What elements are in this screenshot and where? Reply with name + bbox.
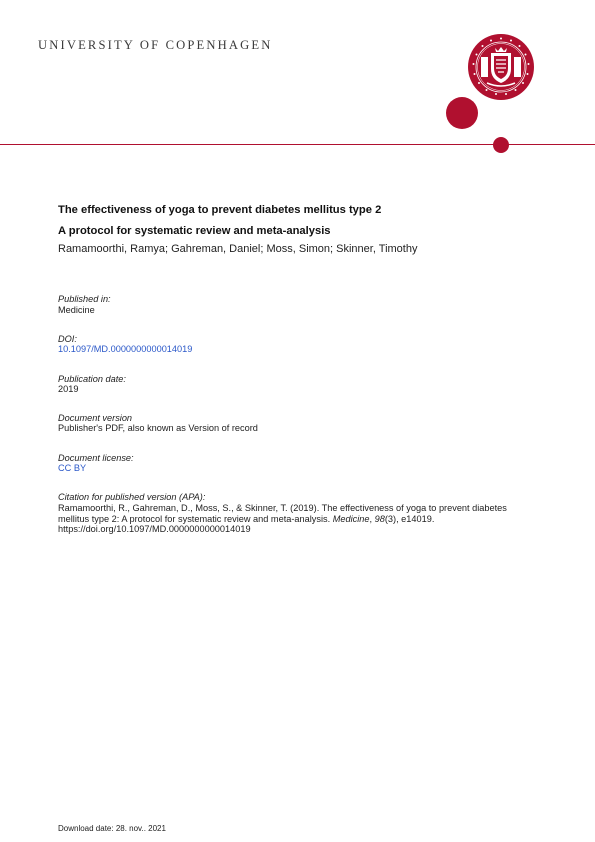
citation-title-part: mellitus type 2: A protocol for systematic review and meta-analysis. (58, 513, 333, 524)
citation-doi-url[interactable]: https://doi.org/10.1097/MD.0000000000014019 (58, 524, 251, 535)
university-seal-icon (467, 33, 535, 101)
paper-title: The effectiveness of yoga to prevent diabetes mellitus type 2 (58, 204, 382, 216)
citation-separator: , (369, 513, 375, 524)
document-version-value: Publisher's PDF, also known as Version of record (58, 423, 258, 433)
paper-subtitle: A protocol for systematic review and meta-analysis (58, 225, 331, 237)
citation-line-1: Ramamoorthi, R., Gahreman, D., Moss, S., & Skinner, T. (2019). The effectiveness of yoga to prevent diabetes (58, 503, 507, 513)
citation-journal: Medicine (332, 513, 370, 524)
publication-date-value: 2019 (58, 384, 79, 394)
university-name: UNIVERSITY OF COPENHAGEN (38, 38, 273, 52)
paper-authors: Ramamoorthi, Ramya; Gahreman, Daniel; Moss, Simon; Skinner, Timothy (58, 243, 418, 255)
download-date: Download date: 28. nov.. 2021 (58, 824, 166, 833)
citation-volume: 98 (374, 513, 385, 524)
published-in-label: Published in: (58, 294, 111, 304)
doi-label: DOI: (58, 334, 77, 344)
citation-issue: (3), e14019. (384, 513, 435, 524)
decorative-small-circle (493, 137, 509, 153)
header-divider (0, 144, 595, 145)
document-license-label: Document license: (58, 453, 134, 463)
document-version-label: Document version (58, 413, 133, 423)
publication-date-label: Publication date: (58, 374, 126, 384)
citation-line-2 (58, 514, 553, 525)
citation-label: Citation for published version (APA): (58, 492, 206, 502)
doi-link[interactable]: 10.1097/MD.0000000000014019 (58, 344, 193, 354)
decorative-large-circle (446, 97, 478, 129)
license-link[interactable]: CC BY (58, 463, 87, 473)
published-in-value: Medicine (58, 305, 95, 315)
citation-text (58, 503, 553, 535)
